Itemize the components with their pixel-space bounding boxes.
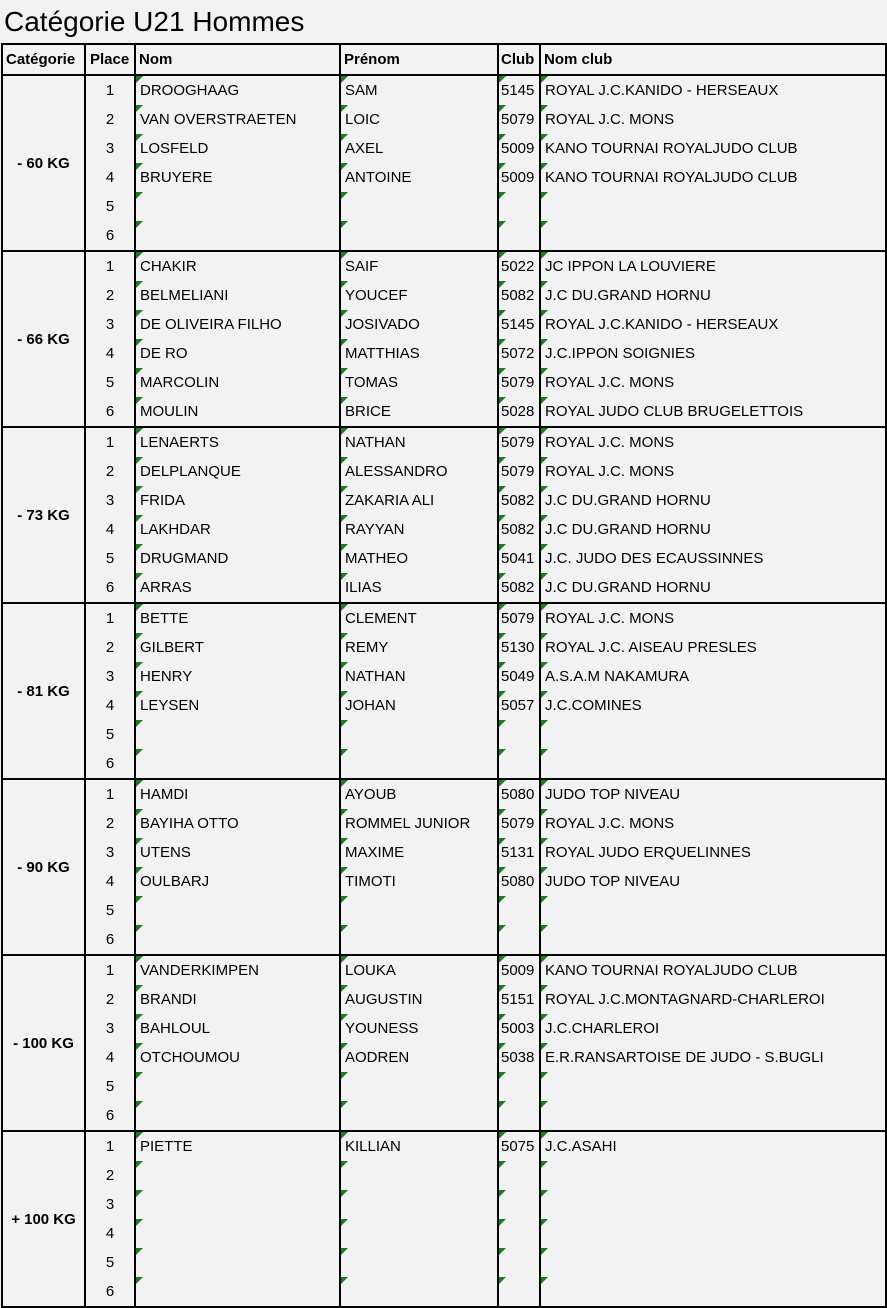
nom-cell: LAKHDAR [135, 515, 340, 544]
club-number-cell [498, 192, 540, 221]
prenom-cell: REMY [340, 633, 498, 662]
place-cell: 4 [85, 1043, 135, 1072]
table-row [2, 955, 886, 985]
place-cell: 4 [85, 691, 135, 720]
nom-cell [135, 1248, 340, 1277]
table-row [2, 749, 886, 779]
prenom-cell: AUGUSTIN [340, 985, 498, 1014]
table-row [2, 457, 886, 486]
header-row [2, 44, 886, 75]
table-row [2, 368, 886, 397]
place-cell: 3 [85, 310, 135, 339]
nom-cell: HAMDI [135, 779, 340, 809]
club-name-cell: A.S.A.M NAKAMURA [540, 662, 886, 691]
nom-cell: GILBERT [135, 633, 340, 662]
prenom-cell [340, 1219, 498, 1248]
table-row [2, 251, 886, 281]
place-cell: 6 [85, 925, 135, 955]
club-number-cell: 5079 [498, 457, 540, 486]
prenom-cell: TOMAS [340, 368, 498, 397]
place-cell: 1 [85, 251, 135, 281]
prenom-cell [340, 1277, 498, 1307]
nom-cell: OULBARJ [135, 867, 340, 896]
club-name-cell: J.C DU.GRAND HORNU [540, 515, 886, 544]
nom-cell [135, 1190, 340, 1219]
table-row [2, 1219, 886, 1248]
nom-cell: DRUGMAND [135, 544, 340, 573]
prenom-cell [340, 1101, 498, 1131]
nom-cell: DE RO [135, 339, 340, 368]
club-number-cell [498, 1190, 540, 1219]
place-cell: 6 [85, 1277, 135, 1307]
prenom-cell [340, 1248, 498, 1277]
nom-cell: MOULIN [135, 397, 340, 427]
results-table [1, 43, 887, 1308]
place-cell: 6 [85, 397, 135, 427]
prenom-cell: AXEL [340, 134, 498, 163]
club-name-cell: ROYAL J.C. MONS [540, 809, 886, 838]
nom-cell: MARCOLIN [135, 368, 340, 397]
club-number-cell: 5003 [498, 1014, 540, 1043]
prenom-cell: LOUKA [340, 955, 498, 985]
table-row [2, 1190, 886, 1219]
club-name-cell: ROYAL JUDO CLUB BRUGELETTOIS [540, 397, 886, 427]
nom-cell [135, 896, 340, 925]
table-row [2, 339, 886, 368]
header-categorie: Catégorie [2, 44, 85, 75]
club-number-cell [498, 1101, 540, 1131]
club-name-cell: J.C DU.GRAND HORNU [540, 281, 886, 310]
club-number-cell: 5009 [498, 163, 540, 192]
prenom-cell: AODREN [340, 1043, 498, 1072]
club-number-cell [498, 1072, 540, 1101]
club-name-cell: ROYAL J.C. AISEAU PRESLES [540, 633, 886, 662]
club-name-cell: ROYAL J.C.KANIDO - HERSEAUX [540, 75, 886, 105]
table-row [2, 427, 886, 457]
nom-cell: DE OLIVEIRA FILHO [135, 310, 340, 339]
nom-cell: LEYSEN [135, 691, 340, 720]
place-cell: 5 [85, 896, 135, 925]
nom-cell [135, 1101, 340, 1131]
place-cell: 1 [85, 427, 135, 457]
club-number-cell: 5079 [498, 427, 540, 457]
nom-cell [135, 749, 340, 779]
club-name-cell: JUDO TOP NIVEAU [540, 779, 886, 809]
club-number-cell [498, 1219, 540, 1248]
club-name-cell [540, 1248, 886, 1277]
prenom-cell [340, 896, 498, 925]
place-cell: 4 [85, 163, 135, 192]
place-cell: 2 [85, 457, 135, 486]
place-cell: 2 [85, 105, 135, 134]
nom-cell: FRIDA [135, 486, 340, 515]
weight-category: - 81 KG [2, 603, 85, 779]
page-title: Catégorie U21 Hommes [4, 6, 305, 37]
prenom-cell: JOHAN [340, 691, 498, 720]
weight-category: - 90 KG [2, 779, 85, 955]
place-cell: 5 [85, 368, 135, 397]
table-row [2, 134, 886, 163]
nom-cell [135, 1072, 340, 1101]
place-cell: 2 [85, 281, 135, 310]
club-number-cell [498, 749, 540, 779]
place-cell: 2 [85, 633, 135, 662]
club-number-cell: 5080 [498, 867, 540, 896]
weight-category: - 66 KG [2, 251, 85, 427]
club-name-cell: KANO TOURNAI ROYALJUDO CLUB [540, 163, 886, 192]
prenom-cell: YOUNESS [340, 1014, 498, 1043]
nom-cell: DELPLANQUE [135, 457, 340, 486]
table-row [2, 221, 886, 251]
prenom-cell: NATHAN [340, 427, 498, 457]
prenom-cell: JOSIVADO [340, 310, 498, 339]
nom-cell: UTENS [135, 838, 340, 867]
club-number-cell: 5082 [498, 486, 540, 515]
table-row [2, 896, 886, 925]
prenom-cell [340, 1072, 498, 1101]
club-number-cell: 5057 [498, 691, 540, 720]
place-cell: 1 [85, 75, 135, 105]
club-name-cell: ROYAL J.C. MONS [540, 603, 886, 633]
place-cell: 2 [85, 1161, 135, 1190]
nom-cell: DROOGHAAG [135, 75, 340, 105]
weight-category: - 100 KG [2, 955, 85, 1131]
prenom-cell [340, 925, 498, 955]
table-row [2, 163, 886, 192]
prenom-cell: ANTOINE [340, 163, 498, 192]
club-name-cell: KANO TOURNAI ROYALJUDO CLUB [540, 955, 886, 985]
header-nom-club: Nom club [540, 44, 886, 75]
club-number-cell: 5079 [498, 603, 540, 633]
place-cell: 1 [85, 603, 135, 633]
place-cell: 4 [85, 339, 135, 368]
club-name-cell: JC IPPON LA LOUVIERE [540, 251, 886, 281]
prenom-cell: MAXIME [340, 838, 498, 867]
club-number-cell: 5038 [498, 1043, 540, 1072]
place-cell: 3 [85, 1014, 135, 1043]
header-nom: Nom [135, 44, 340, 75]
club-name-cell: J.C.CHARLEROI [540, 1014, 886, 1043]
prenom-cell: TIMOTI [340, 867, 498, 896]
club-name-cell: JUDO TOP NIVEAU [540, 867, 886, 896]
nom-cell: HENRY [135, 662, 340, 691]
prenom-cell: ALESSANDRO [340, 457, 498, 486]
prenom-cell: ILIAS [340, 573, 498, 603]
weight-category: + 100 KG [2, 1131, 85, 1307]
table-row [2, 544, 886, 573]
table-row [2, 1101, 886, 1131]
club-number-cell: 5079 [498, 809, 540, 838]
place-cell: 6 [85, 573, 135, 603]
place-cell: 1 [85, 1131, 135, 1161]
nom-cell: BAYIHA OTTO [135, 809, 340, 838]
place-cell: 1 [85, 779, 135, 809]
place-cell: 3 [85, 486, 135, 515]
club-number-cell: 5028 [498, 397, 540, 427]
place-cell: 1 [85, 955, 135, 985]
club-number-cell: 5049 [498, 662, 540, 691]
table-row [2, 867, 886, 896]
results-body [2, 75, 886, 1307]
table-row [2, 515, 886, 544]
table-row [2, 397, 886, 427]
club-name-cell: ROYAL J.C. MONS [540, 105, 886, 134]
table-row [2, 633, 886, 662]
club-number-cell: 5072 [498, 339, 540, 368]
club-name-cell [540, 1219, 886, 1248]
prenom-cell [340, 192, 498, 221]
club-name-cell [540, 1101, 886, 1131]
place-cell: 3 [85, 662, 135, 691]
club-number-cell [498, 1277, 540, 1307]
club-number-cell [498, 1248, 540, 1277]
club-name-cell: J.C. JUDO DES ECAUSSINNES [540, 544, 886, 573]
club-name-cell: E.R.RANSARTOISE DE JUDO - S.BUGLI [540, 1043, 886, 1072]
table-row [2, 779, 886, 809]
nom-cell: ARRAS [135, 573, 340, 603]
club-number-cell: 5145 [498, 310, 540, 339]
prenom-cell: RAYYAN [340, 515, 498, 544]
nom-cell [135, 1219, 340, 1248]
place-cell: 6 [85, 1101, 135, 1131]
table-row [2, 1277, 886, 1307]
club-number-cell: 5041 [498, 544, 540, 573]
nom-cell: BRANDI [135, 985, 340, 1014]
table-row [2, 838, 886, 867]
table-row [2, 192, 886, 221]
club-number-cell: 5075 [498, 1131, 540, 1161]
nom-cell: LOSFELD [135, 134, 340, 163]
header-place: Place [85, 44, 135, 75]
prenom-cell [340, 1161, 498, 1190]
club-name-cell: J.C DU.GRAND HORNU [540, 573, 886, 603]
header-club: Club [498, 44, 540, 75]
club-name-cell: J.C.ASAHI [540, 1131, 886, 1161]
place-cell: 5 [85, 544, 135, 573]
prenom-cell [340, 749, 498, 779]
prenom-cell: YOUCEF [340, 281, 498, 310]
club-name-cell [540, 896, 886, 925]
weight-category: - 73 KG [2, 427, 85, 603]
prenom-cell: AYOUB [340, 779, 498, 809]
club-name-cell: ROYAL J.C.MONTAGNARD-CHARLEROI [540, 985, 886, 1014]
place-cell: 5 [85, 192, 135, 221]
club-number-cell [498, 1161, 540, 1190]
place-cell: 4 [85, 867, 135, 896]
place-cell: 2 [85, 985, 135, 1014]
club-name-cell: ROYAL J.C. MONS [540, 368, 886, 397]
place-cell: 2 [85, 809, 135, 838]
club-number-cell: 5022 [498, 251, 540, 281]
club-number-cell: 5082 [498, 515, 540, 544]
prenom-cell: ZAKARIA ALI [340, 486, 498, 515]
place-cell: 3 [85, 134, 135, 163]
prenom-cell: KILLIAN [340, 1131, 498, 1161]
club-name-cell [540, 1190, 886, 1219]
nom-cell: PIETTE [135, 1131, 340, 1161]
table-row [2, 1161, 886, 1190]
club-number-cell: 5131 [498, 838, 540, 867]
nom-cell [135, 925, 340, 955]
club-name-cell: ROYAL J.C. MONS [540, 457, 886, 486]
prenom-cell: SAIF [340, 251, 498, 281]
prenom-cell: MATHEO [340, 544, 498, 573]
club-number-cell: 5082 [498, 573, 540, 603]
club-number-cell: 5145 [498, 75, 540, 105]
table-row [2, 105, 886, 134]
nom-cell: OTCHOUMOU [135, 1043, 340, 1072]
club-number-cell: 5130 [498, 633, 540, 662]
place-cell: 6 [85, 221, 135, 251]
club-number-cell: 5079 [498, 105, 540, 134]
nom-cell: BAHLOUL [135, 1014, 340, 1043]
nom-cell: VANDERKIMPEN [135, 955, 340, 985]
club-number-cell: 5151 [498, 985, 540, 1014]
table-row [2, 573, 886, 603]
club-name-cell: J.C DU.GRAND HORNU [540, 486, 886, 515]
place-cell: 4 [85, 515, 135, 544]
nom-cell [135, 1277, 340, 1307]
table-row [2, 1043, 886, 1072]
club-name-cell: ROYAL J.C.KANIDO - HERSEAUX [540, 310, 886, 339]
table-row [2, 1131, 886, 1161]
place-cell: 3 [85, 1190, 135, 1219]
nom-cell: BRUYERE [135, 163, 340, 192]
club-name-cell [540, 925, 886, 955]
table-row [2, 925, 886, 955]
club-number-cell: 5009 [498, 134, 540, 163]
prenom-cell: LOIC [340, 105, 498, 134]
club-name-cell [540, 1277, 886, 1307]
club-name-cell [540, 720, 886, 749]
table-row [2, 486, 886, 515]
place-cell: 5 [85, 1072, 135, 1101]
club-number-cell: 5009 [498, 955, 540, 985]
club-number-cell [498, 896, 540, 925]
club-name-cell [540, 221, 886, 251]
nom-cell: VAN OVERSTRAETEN [135, 105, 340, 134]
club-name-cell [540, 1161, 886, 1190]
prenom-cell: BRICE [340, 397, 498, 427]
weight-category: - 60 KG [2, 75, 85, 251]
table-row [2, 310, 886, 339]
table-row [2, 75, 886, 105]
table-row [2, 603, 886, 633]
club-name-cell: KANO TOURNAI ROYALJUDO CLUB [540, 134, 886, 163]
table-row [2, 1072, 886, 1101]
table-row [2, 985, 886, 1014]
place-cell: 5 [85, 720, 135, 749]
nom-cell: BELMELIANI [135, 281, 340, 310]
club-number-cell: 5080 [498, 779, 540, 809]
club-name-cell: ROYAL JUDO ERQUELINNES [540, 838, 886, 867]
club-name-cell: J.C.IPPON SOIGNIES [540, 339, 886, 368]
nom-cell [135, 221, 340, 251]
nom-cell [135, 720, 340, 749]
prenom-cell: SAM [340, 75, 498, 105]
table-row [2, 1014, 886, 1043]
club-number-cell [498, 925, 540, 955]
table-row [2, 691, 886, 720]
club-number-cell [498, 720, 540, 749]
nom-cell [135, 1161, 340, 1190]
prenom-cell: MATTHIAS [340, 339, 498, 368]
prenom-cell: ROMMEL JUNIOR [340, 809, 498, 838]
place-cell: 3 [85, 838, 135, 867]
club-name-cell: J.C.COMINES [540, 691, 886, 720]
header-prenom: Prénom [340, 44, 498, 75]
club-name-cell [540, 749, 886, 779]
place-cell: 4 [85, 1219, 135, 1248]
table-row [2, 281, 886, 310]
table-row [2, 809, 886, 838]
club-name-cell: ROYAL J.C. MONS [540, 427, 886, 457]
club-number-cell: 5079 [498, 368, 540, 397]
place-cell: 5 [85, 1248, 135, 1277]
prenom-cell [340, 1190, 498, 1219]
prenom-cell: CLEMENT [340, 603, 498, 633]
club-number-cell: 5082 [498, 281, 540, 310]
place-cell: 6 [85, 749, 135, 779]
club-number-cell [498, 221, 540, 251]
club-name-cell [540, 192, 886, 221]
nom-cell [135, 192, 340, 221]
club-name-cell [540, 1072, 886, 1101]
nom-cell: CHAKIR [135, 251, 340, 281]
nom-cell: BETTE [135, 603, 340, 633]
prenom-cell [340, 221, 498, 251]
nom-cell: LENAERTS [135, 427, 340, 457]
table-row [2, 1248, 886, 1277]
table-row [2, 720, 886, 749]
prenom-cell [340, 720, 498, 749]
table-row [2, 662, 886, 691]
prenom-cell: NATHAN [340, 662, 498, 691]
